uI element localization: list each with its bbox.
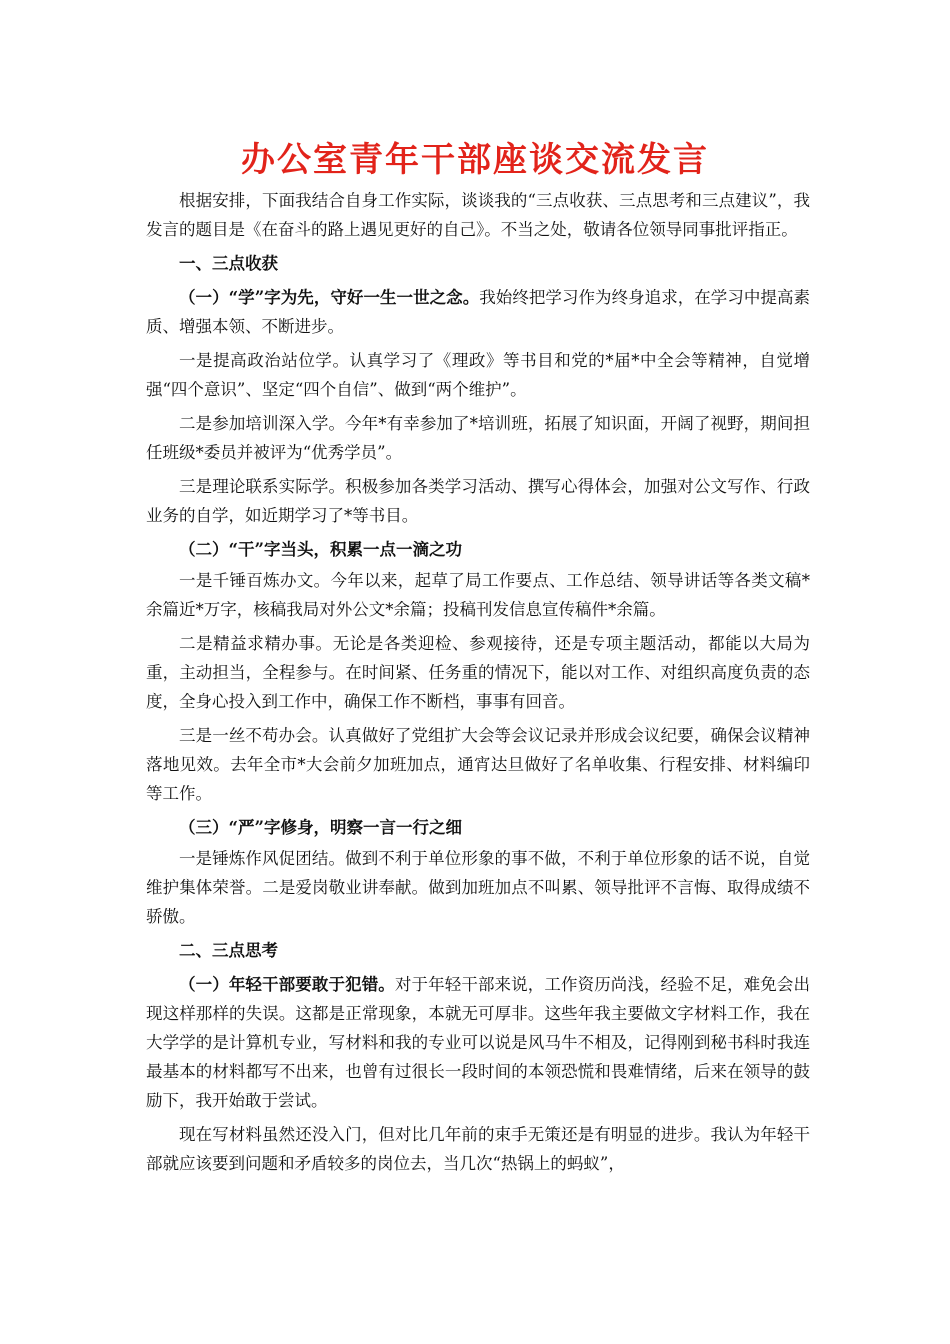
section-heading-harvest: 一、三点收获 xyxy=(179,254,278,273)
document-body xyxy=(146,186,810,1183)
subheading-mistakes: （一）年轻干部要敢于犯错。 xyxy=(179,975,395,994)
paragraph: 一是锤炼作风促团结。做到不利于单位形象的事不做，不利于单位形象的话不说，自觉维护集体荣誉。二是爱岗敬业讲奉献。做到加班加点不叫累、领导批评不言悔、取得成绩不骄傲。 xyxy=(146,849,810,926)
section-heading-thoughts: 二、三点思考 xyxy=(179,941,278,960)
paragraph-study-lead xyxy=(146,283,810,341)
subheading-work: （二）“干”字当头，积累一点一滴之功 xyxy=(179,540,462,559)
paragraph-mistakes-lead xyxy=(146,970,810,1115)
paragraph: 三是理论联系实际学。积极参加各类学习活动、撰写心得体会，加强对公文写作、行政业务的自学，如近期学习了*等书目。 xyxy=(146,477,810,525)
paragraph: 一是千锤百炼办文。今年以来，起草了局工作要点、工作总结、领导讲话等各类文稿*余篇近*万字，核稿我局对外公文*余篇；投稿刊发信息宣传稿件*余篇。 xyxy=(146,571,810,619)
paragraph: 一是提高政治站位学。认真学习了《理政》等书目和党的*届*中全会等精神，自觉增强“四个意识”、坚定“四个自信”、做到“两个维护”。 xyxy=(146,351,810,399)
paragraph: 三是一丝不苟办会。认真做好了党组扩大会等会议记录并形成会议纪要，确保会议精神落地见效。去年全市*大会前夕加班加点，通宵达旦做好了名单收集、行程安排、材料编印等工作。 xyxy=(146,726,810,803)
intro-paragraph: 根据安排，下面我结合自身工作实际，谈谈我的“三点收获、三点思考和三点建议”，我发言的题目是《在奋斗的路上遇见更好的自己》。不当之处，敬请各位领导同事批评指正。 xyxy=(146,191,810,239)
paragraph-study-text: 我始终把学习作为终身追求，在学习中提高素质、增强本领、不断进步。 xyxy=(146,288,811,336)
subheading-discipline: （三）“严”字修身，明察一言一行之细 xyxy=(179,818,462,837)
paragraph: 二是参加培训深入学。今年*有幸参加了*培训班，拓展了知识面，开阔了视野，期间担任班级*委员并被评为“优秀学员”。 xyxy=(146,414,810,462)
paragraph: 现在写材料虽然还没入门，但对比几年前的束手无策还是有明显的进步。我认为年轻干部就应该要到问题和矛盾较多的岗位去，当几次“热锅上的蚂蚁”， xyxy=(146,1125,810,1173)
paragraph-mistakes-text: 对于年轻干部来说，工作资历尚浅，经验不足，难免会出现这样那样的失误。这都是正常现象，本就无可厚非。这些年我主要做文字材料工作，我在大学学的是计算机专业，写材料和我的专业可以说是风马牛不相及，记得刚到秘书科时我连最基本的材料都写不出来，也曾有过很长一段时间的本领恐慌和畏难情绪，后来在领导的鼓励下，我开始敢于尝试。 xyxy=(146,975,811,1110)
paragraph: 二是精益求精办事。无论是各类迎检、参观接待，还是专项主题活动，都能以大局为重，主动担当，全程参与。在时间紧、任务重的情况下，能以对工作、对组织高度负责的态度，全身心投入到工作中，确保工作不断档，事事有回音。 xyxy=(146,634,810,711)
document-title: 办公室青年干部座谈交流发言 xyxy=(241,140,709,180)
subheading-study: （一）“学”字为先，守好一生一世之念。 xyxy=(179,288,480,307)
